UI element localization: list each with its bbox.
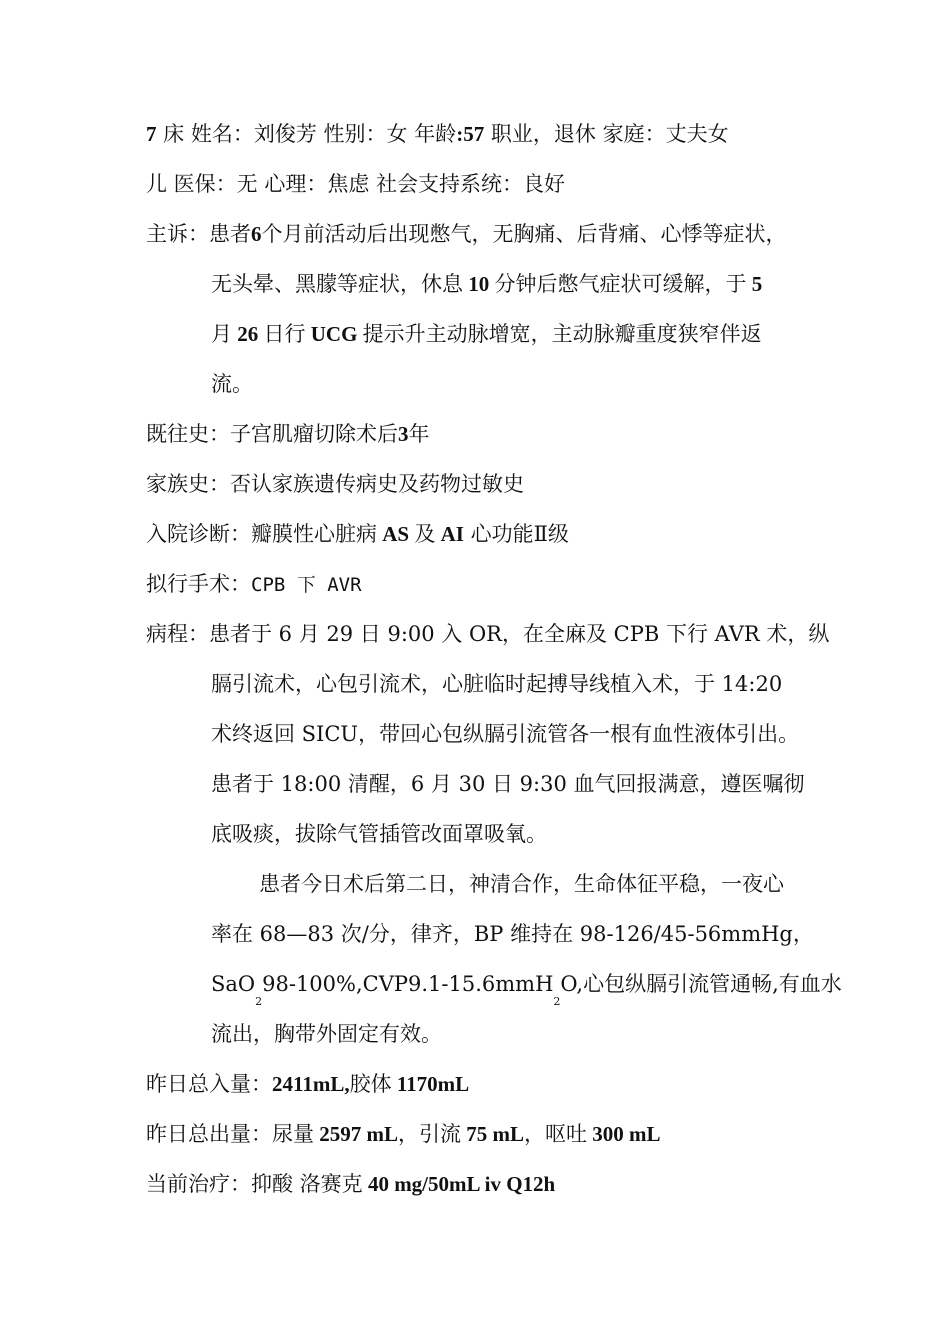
chief-complaint-line-2 xyxy=(211,269,762,299)
bed-number: 7 xyxy=(146,122,157,146)
intake-label: 昨日总入量： xyxy=(146,1072,272,1096)
course-line-1: 病程：患者于 6 月 29 日 9:00 入 OR，在全麻及 CPB 下行 AVR 术，纵 xyxy=(146,622,830,646)
complaint-number: 6 xyxy=(251,222,262,246)
patient-info-line-1 xyxy=(146,119,729,149)
diagnosis-text: 入院诊断：瓣膜性心脏病 xyxy=(146,522,377,546)
job-family: 职业，退休 家庭：丈夫女 xyxy=(484,122,729,146)
past-history-unit: 年 xyxy=(408,422,430,446)
admission-diagnosis xyxy=(146,519,569,549)
output-line xyxy=(146,1119,661,1149)
complaint-number: 26 xyxy=(232,322,264,346)
diagnosis-and: 及 xyxy=(414,522,436,546)
complaint-text: 个月前活动后出现憋气，无胸痛、后背痛、心悸等症状， xyxy=(261,222,787,246)
patient-age: :57 xyxy=(456,122,485,146)
chief-complaint-line-4: 流。 xyxy=(211,372,253,396)
patient-info-line-2: 儿 医保：无 心理：焦虑 社会支持系统：良好 xyxy=(146,172,566,196)
diagnosis-grade: 心功能Ⅱ级 xyxy=(463,522,569,546)
drain-value: 75 mL xyxy=(461,1122,524,1146)
course-line-9: 流出，胸带外固定有效。 xyxy=(211,1022,442,1046)
output-label: 昨日总出量：尿量 xyxy=(146,1122,314,1146)
complaint-text: 无头晕、黑朦等症状，休息 xyxy=(211,272,463,296)
family-history: 家族史：否认家族遗传病史及药物过敏史 xyxy=(146,472,524,496)
vomit-value: 300 mL xyxy=(587,1122,661,1146)
vitals-drain: O,心包纵膈引流管通畅,有血水 xyxy=(560,972,842,996)
course-line-4: 患者于 18:00 清醒，6 月 30 日 9:30 血气回报满意，遵医嘱彻 xyxy=(211,772,805,796)
diagnosis-as: AS xyxy=(377,522,415,546)
past-history-text: 既往史：子宫肌瘤切除术后 xyxy=(146,422,398,446)
drain-label: ，引流 xyxy=(398,1122,461,1146)
current-treatment xyxy=(146,1169,555,1199)
complaint-text: 月 xyxy=(211,322,232,346)
colloid-value: 1170mL xyxy=(391,1072,470,1096)
course-line-7: 率在 68—83 次/分，律齐，BP 维持在 98-126/45-56mmHg， xyxy=(211,922,814,946)
patient-name: 刘俊芳 xyxy=(253,122,317,146)
past-history-years: 3 xyxy=(398,422,409,446)
surgery-label: 拟行手术： xyxy=(146,572,251,596)
complaint-text: 日行 xyxy=(263,322,306,346)
sex-label: 性别： xyxy=(316,122,387,146)
course-line-8 xyxy=(211,969,842,1008)
course-line-6: 患者今日术后第二日，神清合作，生命体征平稳，一夜心 xyxy=(259,872,784,896)
colloid-label: 胶体 xyxy=(349,1072,392,1096)
past-history xyxy=(146,419,430,449)
vomit-label: ，呕吐 xyxy=(524,1122,587,1146)
treatment-dose: 40 mg/50mL iv Q12h xyxy=(362,1172,556,1196)
diagnosis-ai: AI xyxy=(435,522,464,546)
complaint-number: 10 xyxy=(463,272,495,296)
vitals-sao: SaO xyxy=(211,972,256,996)
chief-complaint-line-1 xyxy=(146,219,787,249)
patient-sex: 女 xyxy=(386,122,408,146)
intake-total: 2411mL, xyxy=(272,1072,350,1096)
age-label: 年龄 xyxy=(407,122,457,146)
name-label: 床 姓名： xyxy=(156,122,254,146)
course-line-5: 底吸痰，拔除气管插管改面罩吸氧。 xyxy=(211,822,547,846)
urine-value: 2597 mL xyxy=(314,1122,398,1146)
subscript: 2 xyxy=(553,995,561,1008)
complaint-number: 5 xyxy=(746,272,763,296)
intake-line xyxy=(146,1069,469,1099)
vitals-cvp: 98-100%,CVP9.1-15.6mmH xyxy=(262,972,554,996)
chief-complaint-line-3 xyxy=(211,319,762,349)
complaint-text: 提示升主动脉增宽，主动脉瓣重度狭窄伴返 xyxy=(362,322,762,346)
complaint-text: 主诉：患者 xyxy=(146,222,251,246)
subscript: 2 xyxy=(255,995,263,1008)
course-line-2: 膈引流术，心包引流术，心脏临时起搏导线植入术，于 14:20 xyxy=(211,672,783,696)
treatment-label: 当前治疗：抑酸 洛赛克 xyxy=(146,1172,363,1196)
planned-surgery xyxy=(146,569,362,600)
surgery-value: CPB 下 AVR xyxy=(251,574,362,596)
complaint-ucg: UCG xyxy=(305,322,363,346)
complaint-text: 分钟后憋气症状可缓解，于 xyxy=(494,272,747,296)
course-line-3: 术终返回 SICU，带回心包纵膈引流管各一根有血性液体引出。 xyxy=(211,722,800,746)
